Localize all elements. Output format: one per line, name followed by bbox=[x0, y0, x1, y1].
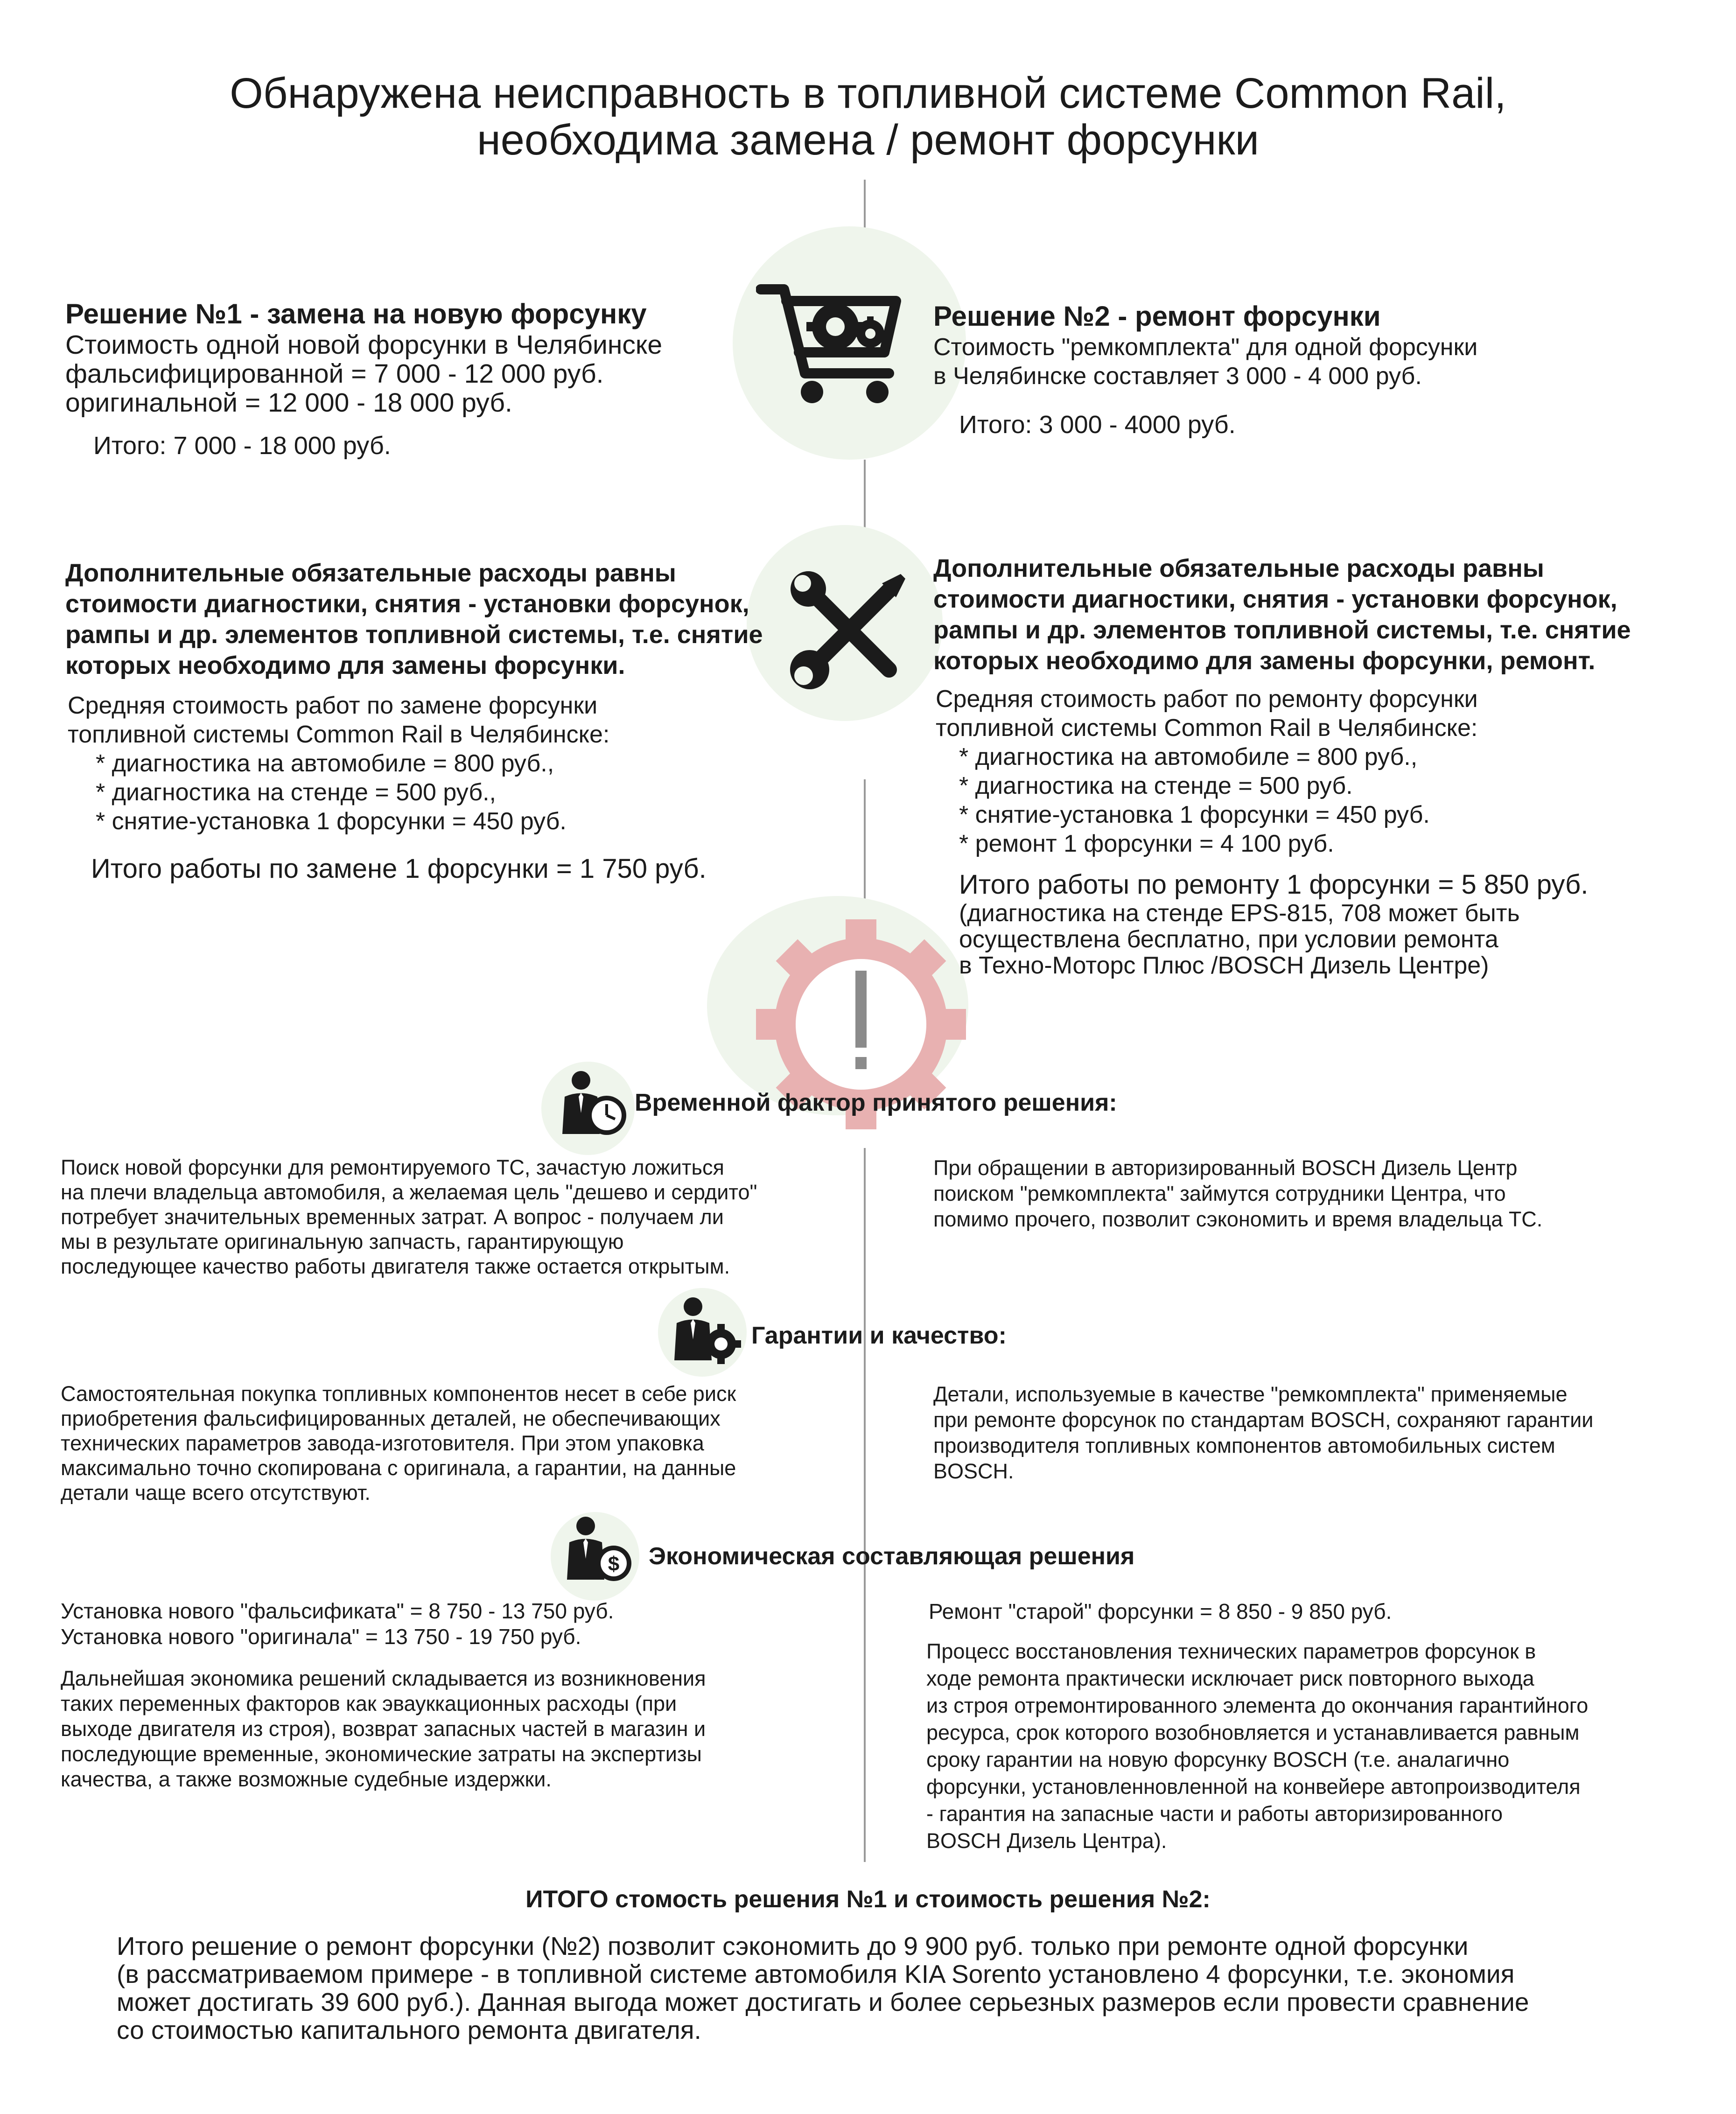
extra-costs-left bbox=[65, 558, 763, 884]
time-factor-left: Поиск новой форсунки для ремонтируемого ТС, зачастую ложиться на плечи владельца автомобиля, а желаемая цель "дешево и сердито" потребует значительных временных затрат. А вопрос - получаем ли мы в результате оригинальную запчасть, гарантирующую последующее качество работы двигателя также остается открытым. bbox=[61, 1155, 757, 1278]
extra2-heading: рампы и др. элементов топливной системы, т.е. снятие bbox=[933, 616, 1631, 644]
solution1-heading: Решение №1 - замена на новую форсунку bbox=[65, 298, 647, 329]
extra1-heading: которых необходимо для замены форсунки. bbox=[65, 651, 625, 679]
svg-text:$: $ bbox=[608, 1553, 620, 1575]
solution1-line: Стоимость одной новой форсунки в Челябинске bbox=[65, 330, 663, 360]
divider bbox=[864, 460, 866, 530]
extra1-heading: Дополнительные обязательные расходы равны bbox=[65, 559, 676, 587]
economy-left-text: Дальнейшая экономика решений складывается из возникновения таких переменных факторов как эвауккационных расходы (при выходе двигателя из строя), возврат запасных частей в магазин и последующие временные, экономические затраты на экспертизы качества, а также возможные судебные издержки. bbox=[61, 1666, 706, 1791]
businessman-dollar-icon bbox=[565, 1514, 635, 1584]
guarantee-left: Самостоятельная покупка топливных компонентов несет в себе риск приобретения фальсифицированных деталей, не обеспечивающих технических параметров завода-изготовителя. При этом упаковка максимально точно скопирована с оригинала, а гарантии, на данные детали чаще всего отсутствуют. bbox=[61, 1382, 736, 1505]
extra1-intro: топливной системы Common Rail в Челябинске: bbox=[68, 721, 610, 748]
solution1-line: фальсифицированной = 7 000 - 12 000 руб. bbox=[65, 359, 604, 389]
businessman-clock-icon bbox=[560, 1069, 630, 1139]
solution2-line: в Челябинске составляет 3 000 - 4 000 руб. bbox=[933, 363, 1422, 390]
extra2-total: Итого работы по ремонту 1 форсунки = 5 850 руб. bbox=[959, 869, 1589, 900]
extra1-total: Итого работы по замене 1 форсунки = 1 750 руб. bbox=[91, 854, 707, 884]
extra2-item: * диагностика на автомобиле = 800 руб., bbox=[959, 743, 1418, 770]
businessman-gear-icon bbox=[672, 1295, 742, 1365]
extra2-heading: Дополнительные обязательные расходы равны bbox=[933, 554, 1544, 582]
extra1-intro: Средняя стоимость работ по замене форсунки bbox=[68, 692, 598, 719]
solution2-line: Стоимость "ремкомплекта" для одной форсунки bbox=[933, 334, 1478, 361]
extra1-heading: стоимости диагностики, снятия - установки форсунок, bbox=[65, 590, 749, 618]
solution2-heading: Решение №2 - ремонт форсунки bbox=[933, 301, 1381, 332]
extra2-heading: стоимости диагностики, снятия - установки форсунок, bbox=[933, 585, 1617, 613]
time-factor-right: При обращении в авторизированный BOSCH Дизель Центр поиском "ремкомплекта" займутся сотрудники Центра, что помимо прочего, позволит сэкономить и время владельца ТС. bbox=[933, 1156, 1543, 1231]
extra2-item: * диагностика на стенде = 500 руб. bbox=[959, 772, 1353, 799]
economy-heading: Экономическая составляющая решения bbox=[649, 1543, 1135, 1570]
extra2-intro: топливной системы Common Rail в Челябинске: bbox=[936, 714, 1478, 742]
divider bbox=[864, 1148, 866, 1862]
cart-gears-icon bbox=[756, 275, 910, 411]
extra2-note: в Техно-Моторс Плюс /BOSCH Дизель Центре) bbox=[959, 952, 1489, 979]
economy-left-prices: Установка нового "фальсификата" = 8 750 - 13 750 руб. Установка нового "оригинала" = 13 750 - 19 750 руб. bbox=[61, 1599, 614, 1649]
extra2-heading: которых необходимо для замены форсунки, ремонт. bbox=[933, 647, 1596, 675]
solution1-section bbox=[65, 299, 662, 460]
extra-costs-right bbox=[933, 553, 1631, 979]
wrench-screwdriver-icon bbox=[789, 569, 910, 691]
economy-right-price: Ремонт "старой" форсунки = 8 850 - 9 850 руб. bbox=[929, 1599, 1392, 1624]
time-factor-heading: Временной фактор принятого решения: bbox=[635, 1089, 1117, 1116]
extra2-item: * ремонт 1 форсунки = 4 100 руб. bbox=[959, 830, 1334, 857]
extra2-intro: Средняя стоимость работ по ремонту форсунки bbox=[936, 686, 1478, 713]
solution1-line: оригинальной = 12 000 - 18 000 руб. bbox=[65, 388, 512, 418]
solution2-section bbox=[933, 301, 1477, 439]
guarantee-heading: Гарантии и качество: bbox=[751, 1322, 1007, 1349]
extra1-item: * диагностика на автомобиле = 800 руб., bbox=[96, 750, 554, 777]
extra2-note: осуществлена бесплатно, при условии ремонта bbox=[959, 926, 1498, 953]
guarantee-right: Детали, используемые в качестве "ремкомплекта" применяемые при ремонте форсунок по стандартам BOSCH, сохраняют гарантии производителя топливных компонентов автомобильных систем BOSCH. bbox=[933, 1382, 1594, 1483]
page-title: Обнаружена неисправность в топливной системе Common Rail, необходима замена / ремонт форсунки bbox=[230, 70, 1506, 164]
extra1-heading: рампы и др. элементов топливной системы, т.е. снятие bbox=[65, 621, 763, 649]
extra1-item: * снятие-установка 1 форсунки = 450 руб. bbox=[96, 808, 567, 835]
summary-heading: ИТОГО стомость решения №1 и стоимость решения №2: bbox=[525, 1886, 1211, 1913]
solution1-total: Итого: 7 000 - 18 000 руб. bbox=[93, 432, 391, 460]
solution2-total: Итого: 3 000 - 4000 руб. bbox=[959, 411, 1236, 439]
extra2-item: * снятие-установка 1 форсунки = 450 руб. bbox=[959, 801, 1430, 828]
extra2-note: (диагностика на стенде EPS-815, 708 может быть bbox=[959, 900, 1520, 927]
summary-text: Итого решение о ремонт форсунки (№2) позволит сэкономить до 9 900 руб. только при ремонте одной форсунки (в рассматриваемом примере - в топливной системе автомобиля KIA Sorento установлено 4 форсунки, т.е. экономия может достигать 39 600 руб.). Данная выгода может достигать и более серьезных размеров если провести сравнение со стоимостью капитального ремонта двигателя. bbox=[117, 1932, 1529, 2044]
economy-right-text: Процесс восстановления технических параметров форсунок в ходе ремонта практически исключает риск повторного выхода из строя отремонтированного элемента до окончания гарантийного ресурса, срок которого возобновляется и устанавливается равным сроку гарантии на новую форсунку BOSCH (т.е. аналагично форсунки, установленновленной на конвейере автопроизводителя - гарантия на запасные части и работы авторизированного BOSCH Дизель Центра). bbox=[926, 1639, 1589, 1853]
extra1-item: * диагностика на стенде = 500 руб., bbox=[96, 779, 496, 806]
